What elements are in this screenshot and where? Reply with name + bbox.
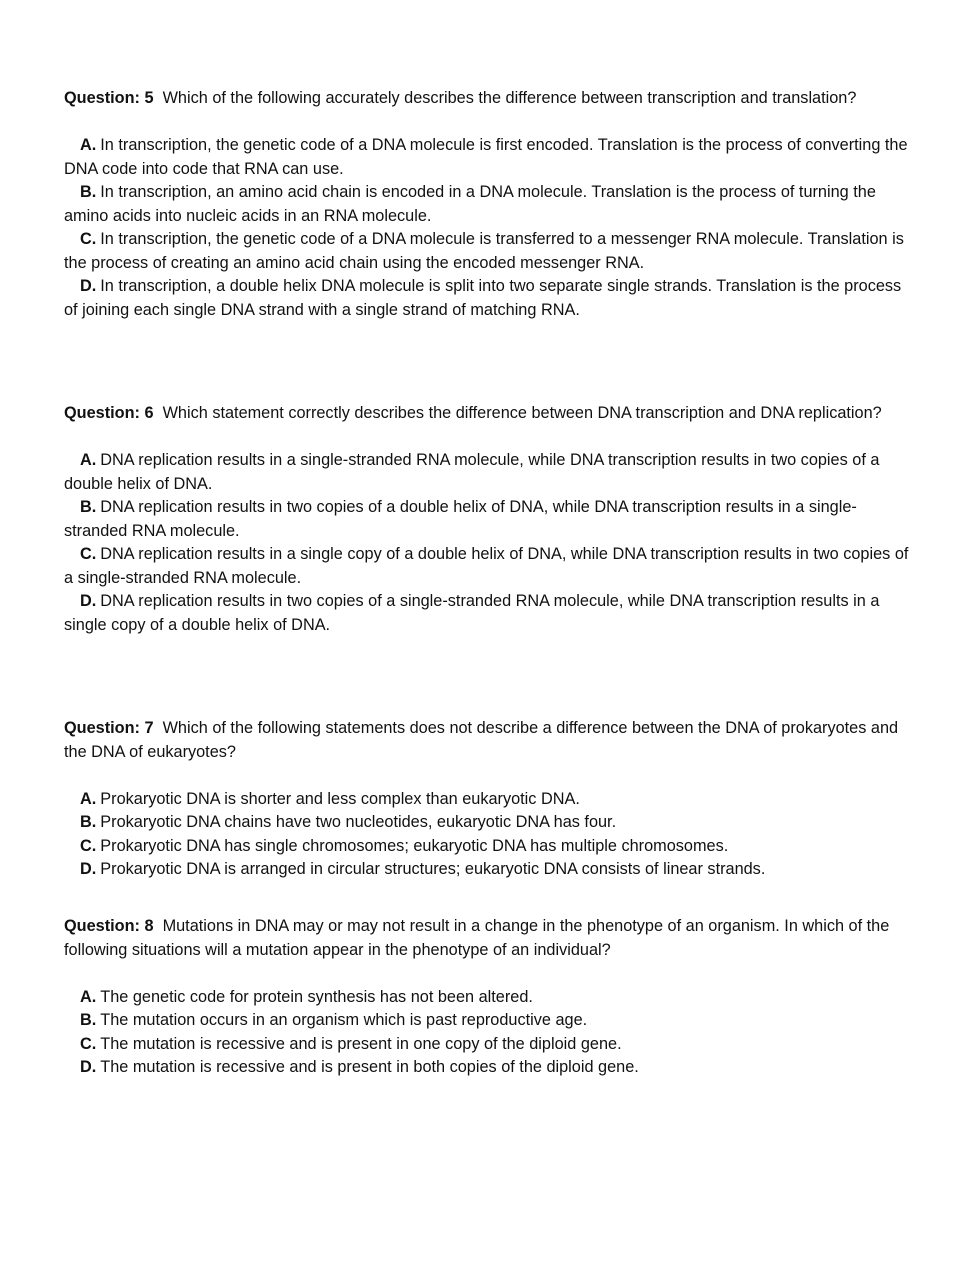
- option-text: DNA replication results in a single-stranded RNA molecule, while DNA transcription results in two copies of a double helix of DNA.: [64, 451, 880, 493]
- question-stem: [64, 402, 916, 426]
- option-a[interactable]: [64, 986, 916, 1010]
- option-c[interactable]: [64, 228, 916, 275]
- option-d[interactable]: [64, 1056, 916, 1080]
- question-label: Question: 7: [64, 719, 154, 737]
- option-a[interactable]: [64, 788, 916, 812]
- option-c[interactable]: [64, 835, 916, 859]
- option-text: In transcription, the genetic code of a DNA molecule is transferred to a messenger RNA molecule. Translation is the process of creating an amino acid chain using the encoded messenger RNA.: [64, 230, 904, 272]
- option-text: DNA replication results in a single copy of a double helix of DNA, while DNA transcription results in two copies of a single-stranded RNA molecule.: [64, 545, 909, 587]
- option-text: In transcription, an amino acid chain is encoded in a DNA molecule. Translation is the process of turning the amino acids into nucleic acids in an RNA molecule.: [64, 183, 876, 225]
- option-text: The genetic code for protein synthesis has not been altered.: [100, 987, 533, 1006]
- option-letter: C.: [80, 545, 97, 563]
- option-letter: C.: [80, 836, 97, 855]
- option-text: Prokaryotic DNA is arranged in circular structures; eukaryotic DNA consists of linear strands.: [100, 860, 766, 878]
- question-label: Question: 8: [64, 917, 154, 935]
- option-letter: B.: [80, 813, 97, 831]
- option-text: Prokaryotic DNA chains have two nucleotides, eukaryotic DNA has four.: [100, 813, 617, 831]
- option-letter: A.: [80, 136, 97, 154]
- question-5: [64, 87, 916, 322]
- option-letter: B.: [80, 1011, 97, 1029]
- question-label: Question: 5: [64, 89, 154, 107]
- option-letter: D.: [80, 860, 97, 878]
- option-d[interactable]: [64, 275, 916, 322]
- question-text: Which of the following accurately describes the difference between transcription and translation?: [162, 89, 857, 107]
- option-letter: B.: [80, 183, 97, 201]
- option-letter: D.: [80, 277, 97, 295]
- question-7: [64, 717, 916, 882]
- option-letter: A.: [80, 789, 97, 808]
- option-letter: D.: [80, 1058, 97, 1076]
- option-text: Prokaryotic DNA is shorter and less complex than eukaryotic DNA.: [100, 789, 580, 808]
- option-text: DNA replication results in two copies of a single-stranded RNA molecule, while DNA transcription results in a single copy of a double helix of DNA.: [64, 592, 880, 634]
- option-text: The mutation is recessive and is present in one copy of the diploid gene.: [100, 1034, 622, 1053]
- question-8: [64, 915, 916, 1080]
- question-label: Question: 6: [64, 404, 154, 422]
- option-letter: C.: [80, 1034, 97, 1053]
- question-stem: [64, 87, 916, 111]
- option-b[interactable]: [64, 1009, 916, 1033]
- question-stem: [64, 915, 916, 962]
- option-c[interactable]: [64, 543, 916, 590]
- option-d[interactable]: [64, 858, 916, 882]
- option-letter: D.: [80, 592, 97, 610]
- option-d[interactable]: [64, 590, 916, 637]
- option-letter: A.: [80, 451, 97, 469]
- option-letter: A.: [80, 987, 97, 1006]
- question-text: Which of the following statements does not describe a difference between the DNA of prokaryotes and the DNA of eukaryotes?: [64, 719, 899, 761]
- option-text: The mutation occurs in an organism which is past reproductive age.: [100, 1011, 588, 1029]
- option-a[interactable]: [64, 134, 916, 181]
- answer-options: [64, 986, 916, 1080]
- option-letter: C.: [80, 230, 97, 248]
- option-text: In transcription, a double helix DNA molecule is split into two separate single strands. Translation is the process of joining each single DNA strand with a single strand of matching RNA.: [64, 277, 902, 319]
- option-b[interactable]: [64, 496, 916, 543]
- option-text: DNA replication results in two copies of a double helix of DNA, while DNA transcription results in a single-stranded RNA molecule.: [64, 498, 857, 540]
- option-letter: B.: [80, 498, 97, 516]
- option-text: Prokaryotic DNA has single chromosomes; eukaryotic DNA has multiple chromosomes.: [100, 836, 729, 855]
- option-text: In transcription, the genetic code of a DNA molecule is first encoded. Translation is the process of converting the DNA code into code that RNA can use.: [64, 136, 908, 178]
- option-a[interactable]: [64, 449, 916, 496]
- question-text: Mutations in DNA may or may not result in a change in the phenotype of an organism. In which of the following situations will a mutation appear in the phenotype of an individual?: [64, 917, 890, 959]
- option-c[interactable]: [64, 1033, 916, 1057]
- question-stem: [64, 717, 916, 764]
- question-text: Which statement correctly describes the difference between DNA transcription and DNA replication?: [162, 404, 882, 422]
- question-6: [64, 402, 916, 637]
- option-text: The mutation is recessive and is present in both copies of the diploid gene.: [100, 1058, 639, 1076]
- answer-options: [64, 134, 916, 322]
- answer-options: [64, 788, 916, 882]
- option-b[interactable]: [64, 811, 916, 835]
- answer-options: [64, 449, 916, 637]
- option-b[interactable]: [64, 181, 916, 228]
